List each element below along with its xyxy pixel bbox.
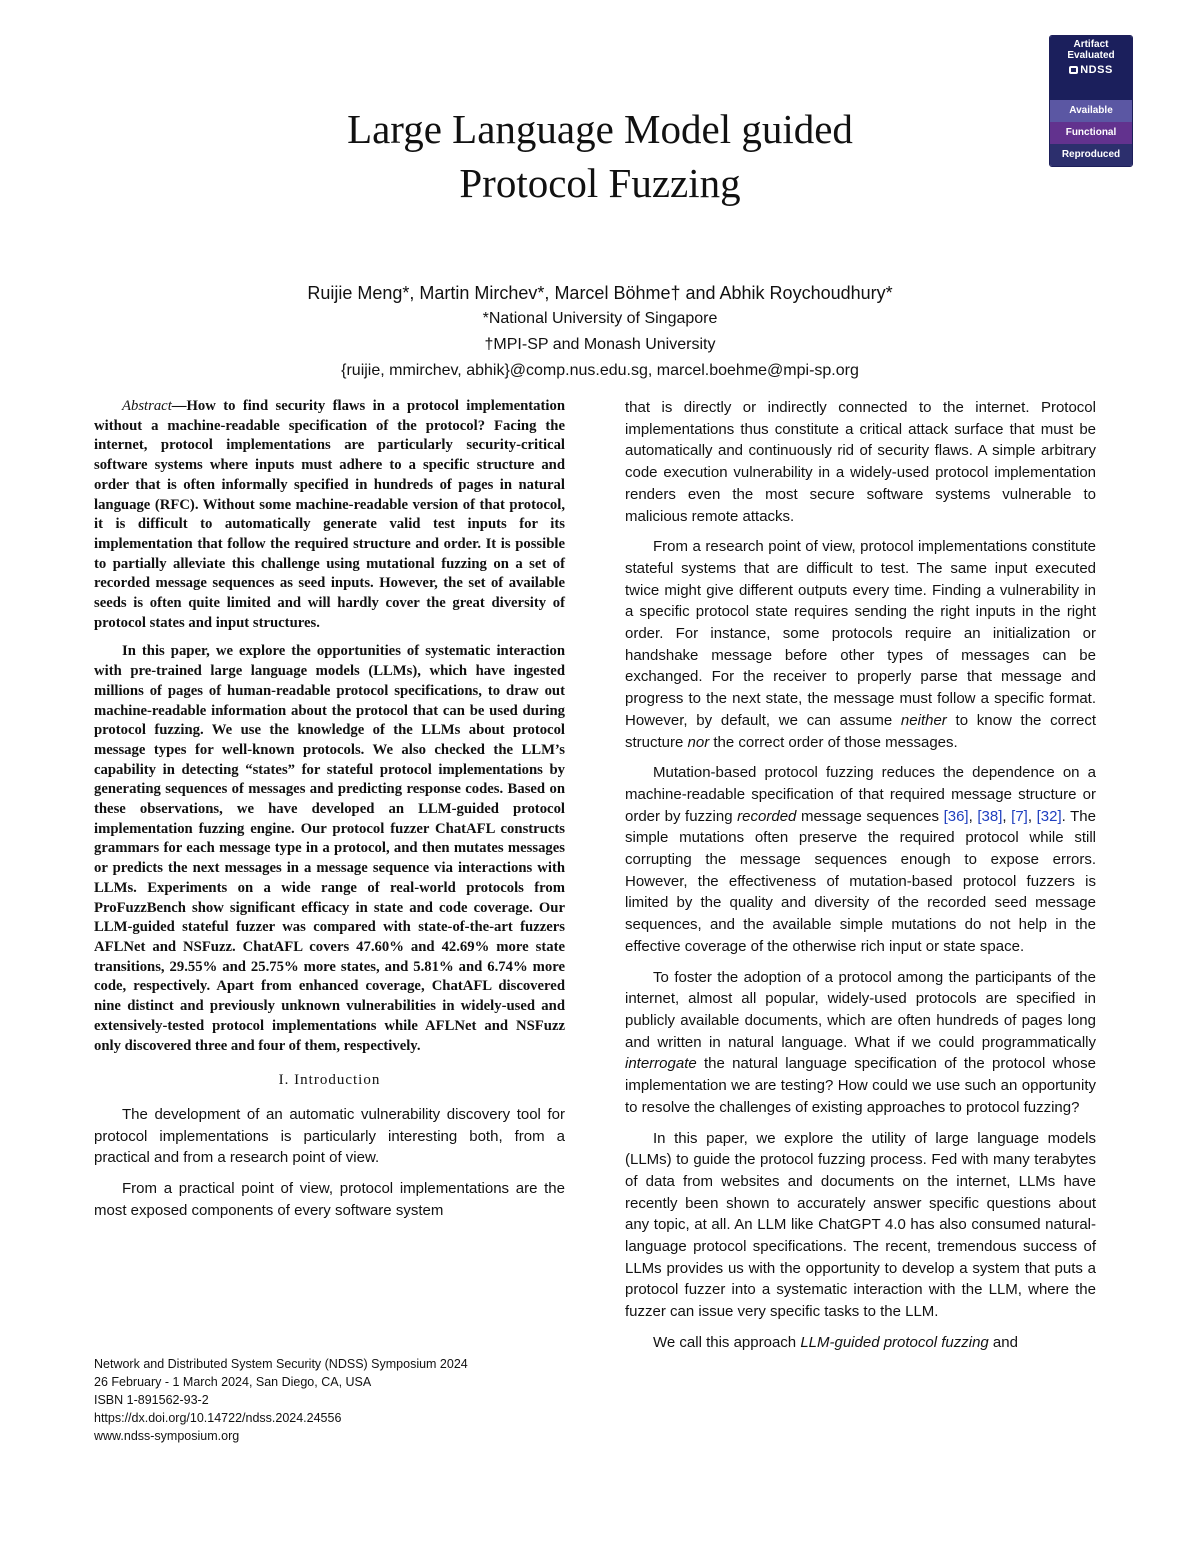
paper-title <box>100 102 1100 210</box>
conference-footnote <box>94 1355 468 1445</box>
affiliation-2: †MPI-SP and Monash University <box>484 336 716 353</box>
emphasis: nor <box>687 733 710 751</box>
citation-link[interactable]: [36] <box>943 807 969 825</box>
badge-functional: Functional <box>1050 122 1132 144</box>
ndss-logo-text: NDSS <box>1080 64 1113 76</box>
citation-link[interactable]: [38] <box>977 807 1003 825</box>
text-span: From a research point of view, protocol implementations constitute stateful systems that are difficult to test. The same input executed twice might give different outputs every time. Finding a vulnerability in a specific protocol state requires sending the right inputs in the right order. For instance, some protocols require an initialization or handshake message before other types of messages can be exchanged. For the receiver to properly parse that message and progress to the next state, the message must follow a specific format. However, by default, we can assume <box>625 538 1096 729</box>
right-paragraph-6 <box>625 1332 1096 1354</box>
right-column <box>625 397 1096 1363</box>
affiliation-1: *National University of Singapore <box>482 310 718 327</box>
text-span: Mutation-based protocol fuzzing reduces the dependence on a machine-readable specification of that required message structure or order by fuzzing <box>625 764 1096 825</box>
text-span: to know the correct structure <box>625 711 1096 751</box>
introduction-section <box>94 1070 565 1221</box>
abstract-text-1: —How to find security flaws in a protocol implementation without a machine-readable specification of the protocol? Facing the internet, protocol implementations are particularly security-critical software systems where inputs must adhere to a specific structure and order that is often informally specified in hundreds of pages in natural language (RFC). Without some machine-readable version of that protocol, it is difficult to automatically generate valid test inputs for its implementation that follow the required structure and order. It is possible to partially alleviate this challenge using mutational fuzzing on a set of recorded message sequences as seed inputs. However, the set of available seeds is often quite limited and will hardly cover the great diversity of protocol states and input structures. <box>94 398 565 631</box>
text-span: To foster the adoption of a protocol among the participants of the internet, almost all popular, widely-used protocols are specified in publicly available documents, which are often hundreds of pages long and written in natural language. What if we could programmatically <box>625 968 1096 1051</box>
text-span: the natural language specification of the protocol whose implementation we are testing? How could we use such an opportunity to resolve the challenges of existing approaches to protocol fuzzing? <box>625 1055 1096 1116</box>
author-block <box>100 280 1100 384</box>
text-span: the correct order of those messages. <box>709 733 958 751</box>
author-names: Ruijie Meng*, Martin Mirchev*, Marcel Böhme† and Abhik Roychoudhury* <box>307 283 893 303</box>
doi-link[interactable]: https://dx.doi.org/10.14722/ndss.2024.24556 <box>94 1411 342 1425</box>
badge-line-2: Evaluated <box>1067 50 1115 61</box>
text-span: message sequences <box>796 807 944 825</box>
citation-link[interactable]: [32] <box>1036 807 1062 825</box>
lock-icon <box>1069 66 1078 74</box>
right-paragraph-2 <box>625 536 1096 753</box>
emphasis: neither <box>900 711 947 729</box>
text-span: and <box>988 1333 1018 1351</box>
badge-reproduced: Reproduced <box>1050 144 1132 166</box>
footnote-line-1: Network and Distributed System Security (NDSS) Symposium 2024 <box>94 1357 468 1371</box>
abstract-paragraph-1 <box>94 397 565 633</box>
emphasis: LLM-guided protocol fuzzing <box>800 1333 989 1351</box>
emphasis: interrogate <box>625 1055 697 1073</box>
footnote-line-3: ISBN 1-891562-93-2 <box>94 1393 209 1407</box>
ndss-logo <box>1069 65 1113 76</box>
title-line-2: Protocol Fuzzing <box>459 160 741 206</box>
artifact-evaluated-badge <box>1049 35 1133 167</box>
section-heading-introduction: I. Introduction <box>278 1072 381 1089</box>
intro-paragraph-2: From a practical point of view, protocol implementations are the most exposed components of every software system <box>94 1179 565 1219</box>
citation-link[interactable]: [7] <box>1011 807 1028 825</box>
right-paragraph-4 <box>625 967 1096 1119</box>
abstract <box>94 397 565 1056</box>
website-link[interactable]: www.ndss-symposium.org <box>94 1429 240 1443</box>
intro-paragraph-1: The development of an automatic vulnerability discovery tool for protocol implementations is particularly interesting both, from a practical and from a research point of view. <box>94 1105 565 1167</box>
author-emails: {ruijie, mmirchev, abhik}@comp.nus.edu.sg, marcel.boehme@mpi-sp.org <box>341 362 859 379</box>
right-paragraph-1: that is directly or indirectly connected to the internet. Protocol implementations thus constitute a critical attack surface that must be automatically and continuously rid of security flaws. A simple arbitrary code execution vulnerability in a widely-used protocol implementation renders even the most secure software systems vulnerable to malicious remote attacks. <box>625 399 1096 525</box>
right-paragraph-5: In this paper, we explore the utility of large language models (LLMs) to guide the protocol fuzzing process. Fed with many terabytes of data from websites and documents on the internet, LLMs have recently been shown to accurately answer specific questions about any topic, at all. An LLM like ChatGPT 4.0 has also consumed natural-language protocol specifications. The recent, tremendous success of LLMs provides us with the opportunity to develop a system that puts a protocol fuzzer into a systematic interaction with the LLM, where the fuzzer can issue very specific tasks to the LLM. <box>625 1129 1096 1321</box>
footnote-line-2: 26 February - 1 March 2024, San Diego, CA, USA <box>94 1375 372 1389</box>
title-line-1: Large Language Model guided <box>347 106 853 152</box>
emphasis: recorded <box>737 807 797 825</box>
text-span: We call this approach <box>653 1333 801 1351</box>
badge-available: Available <box>1050 100 1132 122</box>
right-paragraph-3: Mutation-based protocol fuzzing reduces the dependence on a machine-readable specification of that required message structure or order by fuzzing recorded message sequences [36], [38], [7], [32]. The simple mutations often preserve the required protocol while still corrupting the message sequences enough to expose errors. However, the effectiveness of mutation-based protocol fuzzers is limited by the quality and diversity of the recorded seed message sequences, and the available simple mutations do not help in the effective coverage of the otherwise rich input or state space. <box>625 764 1096 955</box>
abstract-paragraph-2: In this paper, we explore the opportunities of systematic interaction with pre-trained large language models (LLMs), which have ingested millions of pages of human-readable protocol specifications, to draw out machine-readable information about the protocol that can be used during protocol fuzzing. We use the knowledge of the LLMs about protocol message types for well-known protocols. We also checked the LLM’s capability in detecting “states” for stateful protocol implementations by generating sequences of messages and predicting response codes. Based on these observations, we have developed an LLM-guided protocol implementation fuzzing engine. Our protocol fuzzer ChatAFL constructs grammars for each message type in a protocol, and then mutates messages or predicts the next messages in a message sequence via interactions with LLMs. Experiments on a wide range of real-world protocols from ProFuzzBench show significant efficacy in state and code coverage. Our LLM-guided stateful fuzzer was compared with state-of-the-art fuzzers AFLNet and NSFuzz. ChatAFL covers 47.60% and 42.69% more state transitions, 29.55% and 25.75% more states, and 5.81% and 6.74% more code, respectively. Apart from enhanced coverage, ChatAFL discovered nine distinct and previously unknown vulnerabilities in widely-used and extensively-tested protocol implementations while AFLNet and NSFuzz only discovered three and four of them, respectively. <box>94 643 565 1054</box>
abstract-label: Abstract <box>122 398 172 414</box>
badge-header <box>1050 36 1132 100</box>
left-column <box>94 397 565 1230</box>
text-span: . The simple mutations often preserve the required protocol while still corrupting the message sequences enough to expose errors. However, the effectiveness of mutation-based protocol fuzzers is limited by the quality and diversity of the recorded seed message sequences, and the available simple mutations do not help in the effective coverage of the otherwise rich input or state space. <box>625 807 1096 955</box>
badge-line-1: Artifact <box>1073 39 1109 50</box>
